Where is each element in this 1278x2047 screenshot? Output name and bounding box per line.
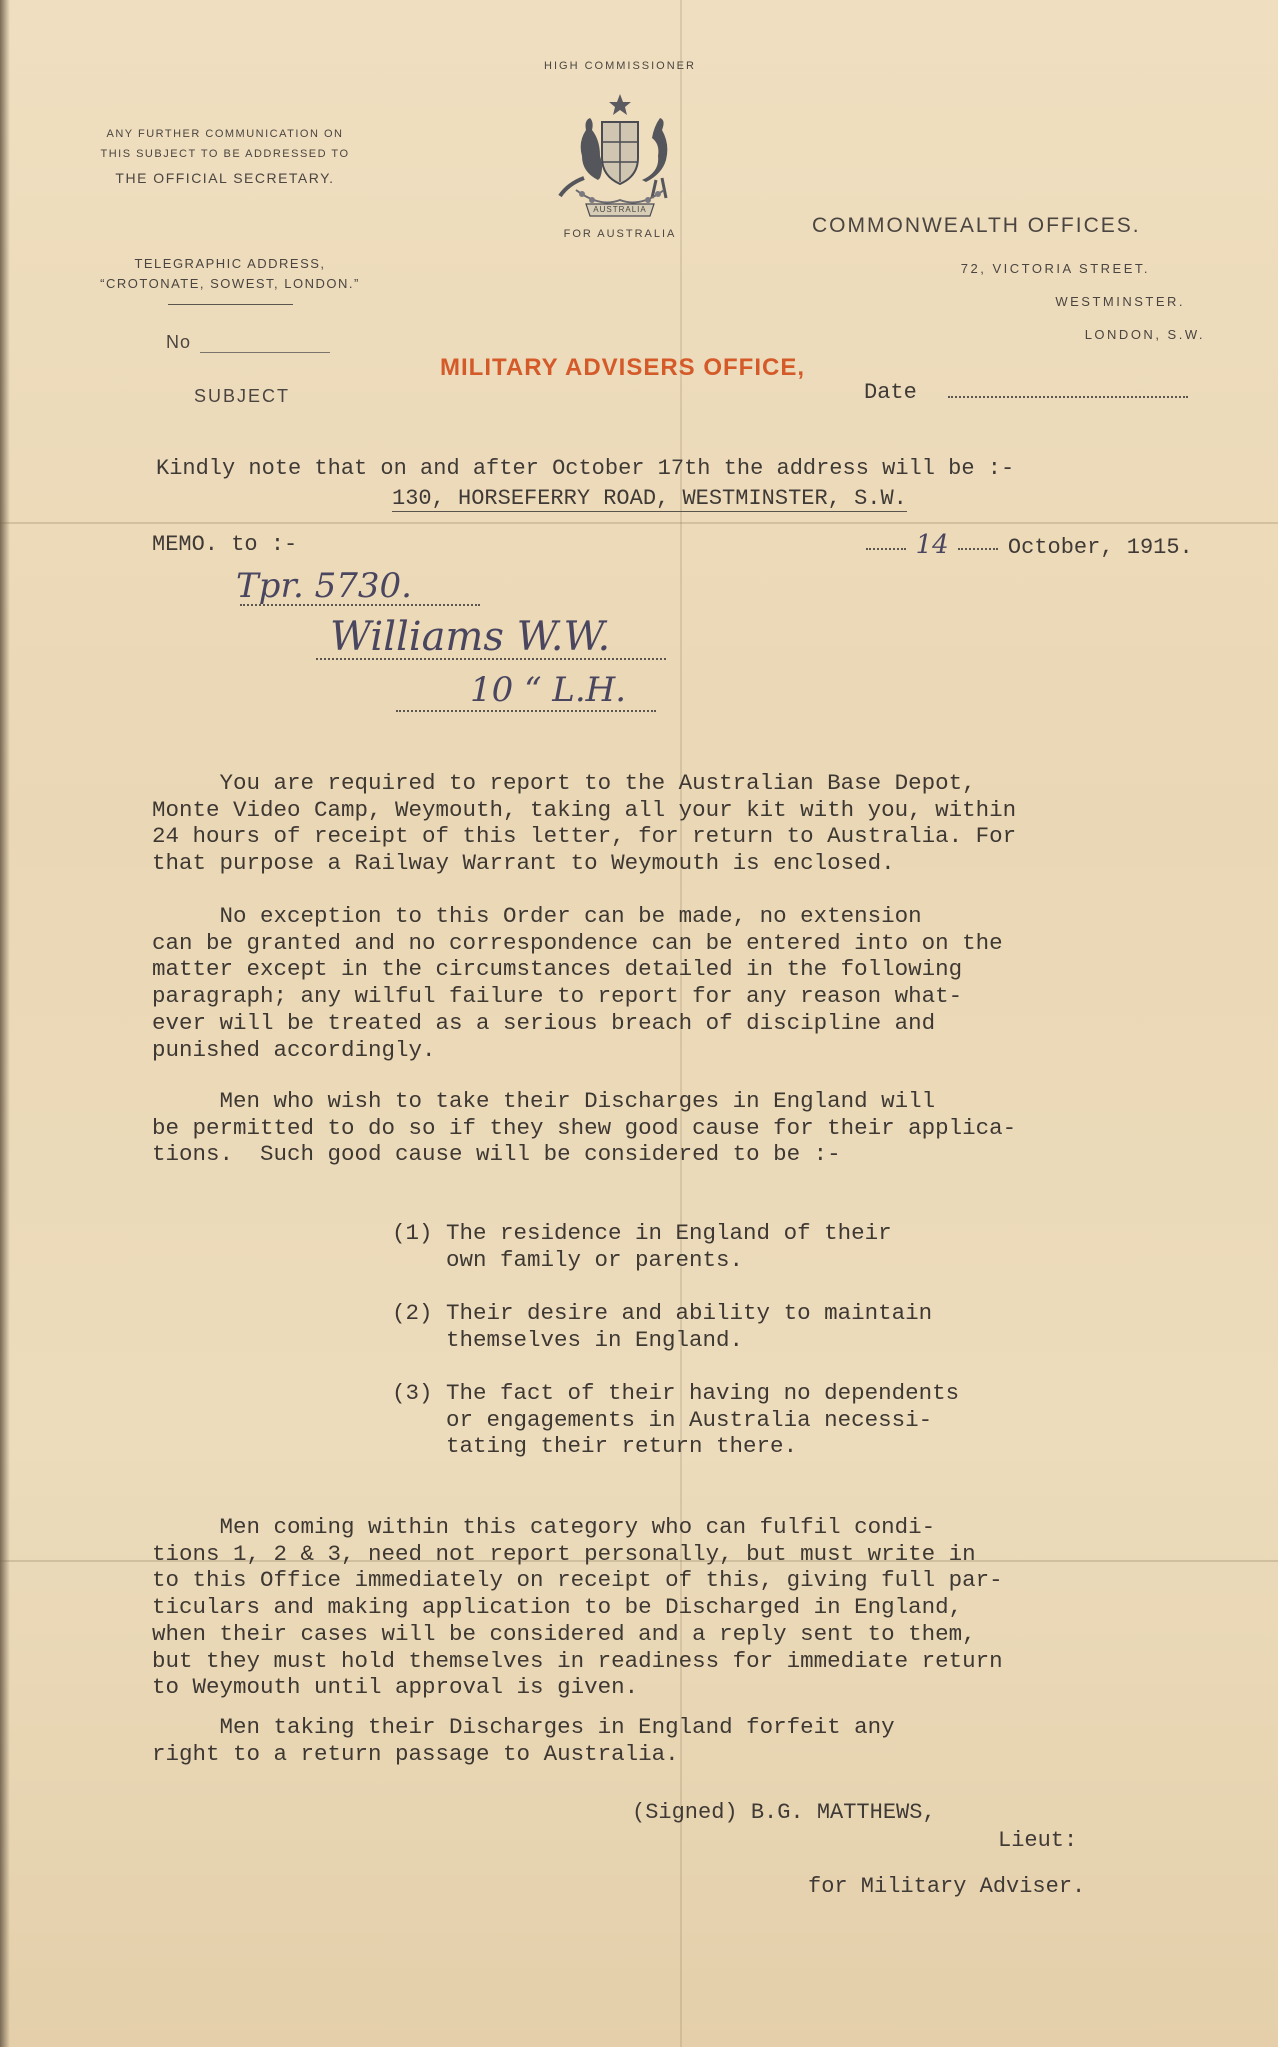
- date-dots: [958, 548, 998, 550]
- recipient-unit-dots: [396, 710, 656, 712]
- recipient-number-dots: [240, 604, 480, 606]
- date-label: Date: [864, 380, 917, 405]
- telegraphic-underline: [168, 304, 293, 305]
- crest-banner-text: AUSTRALIA: [593, 205, 647, 214]
- condition-3: (3) The fact of their having no dependents or engagements in Australia necessi- tating their return there.: [392, 1380, 960, 1460]
- date-dotted-line: [948, 396, 1188, 398]
- paragraph-discharge-in-england: Men who wish to take their Discharges in England will be permitted to do so if they shew good cause for their applica- tions. Such good cause will be considered to be :-: [152, 1088, 1017, 1168]
- new-address: 130, HORSEFERRY ROAD, WESTMINSTER, S.W.: [392, 486, 907, 511]
- address-line-1: 72, VICTORIA STREET.: [960, 261, 1150, 276]
- number-label: No: [166, 332, 192, 352]
- further-comm-line-2: THIS SUBJECT TO BE ADDRESSED TO: [100, 148, 350, 160]
- signed-by: (Signed) B.G. MATTHEWS,: [632, 1800, 936, 1825]
- address-change-notice: Kindly note that on and after October 17th the address will be :-: [156, 456, 1015, 481]
- telegraphic-address: [90, 254, 370, 294]
- number-line: [200, 352, 330, 353]
- further-comm-line-1: ANY FURTHER COMMUNICATION ON: [106, 128, 344, 140]
- military-advisers-office-heading: MILITARY ADVISERS OFFICE,: [440, 354, 806, 381]
- memo-label: MEMO. to :-: [152, 532, 298, 557]
- date-month-year: October, 1915.: [1007, 535, 1193, 560]
- telegraphic-value: “CROTONATE, SOWEST, LONDON.”: [100, 276, 360, 291]
- condition-1: (1) The residence in England of their own family or parents.: [392, 1220, 892, 1273]
- official-secretary: THE OFFICIAL SECRETARY.: [115, 170, 335, 186]
- horizontal-fold-crease: [0, 522, 1278, 524]
- recipient-unit: 10 “ L.H.: [470, 670, 627, 710]
- coat-of-arms: [520, 60, 720, 260]
- address-line-2: WESTMINSTER.: [1055, 294, 1185, 309]
- signer-rank: Lieut:: [998, 1828, 1078, 1853]
- crest-top-text: HIGH COMMISSIONER: [544, 60, 696, 72]
- signer-role: for Military Adviser.: [808, 1874, 1086, 1899]
- commonwealth-offices-title: COMMONWEALTH OFFICES.: [812, 214, 1141, 237]
- paragraph-report-instructions: You are required to report to the Australian Base Depot, Monte Video Camp, Weymouth, taking all your kit with you, within 24 hours of receipt of this letter, for return to Australia. For that purpose a Railway Warrant to Weymouth is enclosed.: [152, 770, 1017, 877]
- recipient-name: Williams W.W.: [330, 614, 611, 660]
- date-day-handwritten: 14: [915, 530, 949, 560]
- recipient-number: Tpr. 5730.: [236, 566, 412, 606]
- memo-date: [866, 530, 1216, 560]
- recipient-name-dots: [316, 658, 666, 660]
- address-line-3: LONDON, S.W.: [1084, 327, 1205, 342]
- paragraph-forfeit-passage: Men taking their Discharges in England forfeit any right to a return passage to Australia.: [152, 1714, 895, 1767]
- condition-2: (2) Their desire and ability to maintain themselves in England.: [392, 1300, 933, 1353]
- subject-label: SUBJECT: [194, 386, 291, 406]
- page-edge-shadow: [0, 0, 10, 2047]
- telegraphic-label: TELEGRAPHIC ADDRESS,: [134, 256, 326, 271]
- paragraph-write-to-office: Men coming within this category who can fulfil condi- tions 1, 2 & 3, need not report personally, but must write in to this Office immediately on receipt of this, giving full par- ticulars and making application to be Discharged in England, when their cases will be considered and a reply sent to them, but they must hold themselves in readiness for immediate return to Weymouth until approval is given.: [152, 1514, 1003, 1701]
- crest-bottom-text: FOR AUSTRALIA: [563, 228, 677, 240]
- further-communication-note: [80, 124, 370, 188]
- paragraph-no-exception: No exception to this Order can be made, no extension can be granted and no correspondence can be entered into on the matter except in the circumstances detailed in the following paragraph; any wilful failure to report for any reason what- ever will be treated as a serious breach of discipline and punished accordingly.: [152, 903, 1003, 1063]
- office-address: [880, 252, 1205, 351]
- date-dots: [866, 548, 906, 550]
